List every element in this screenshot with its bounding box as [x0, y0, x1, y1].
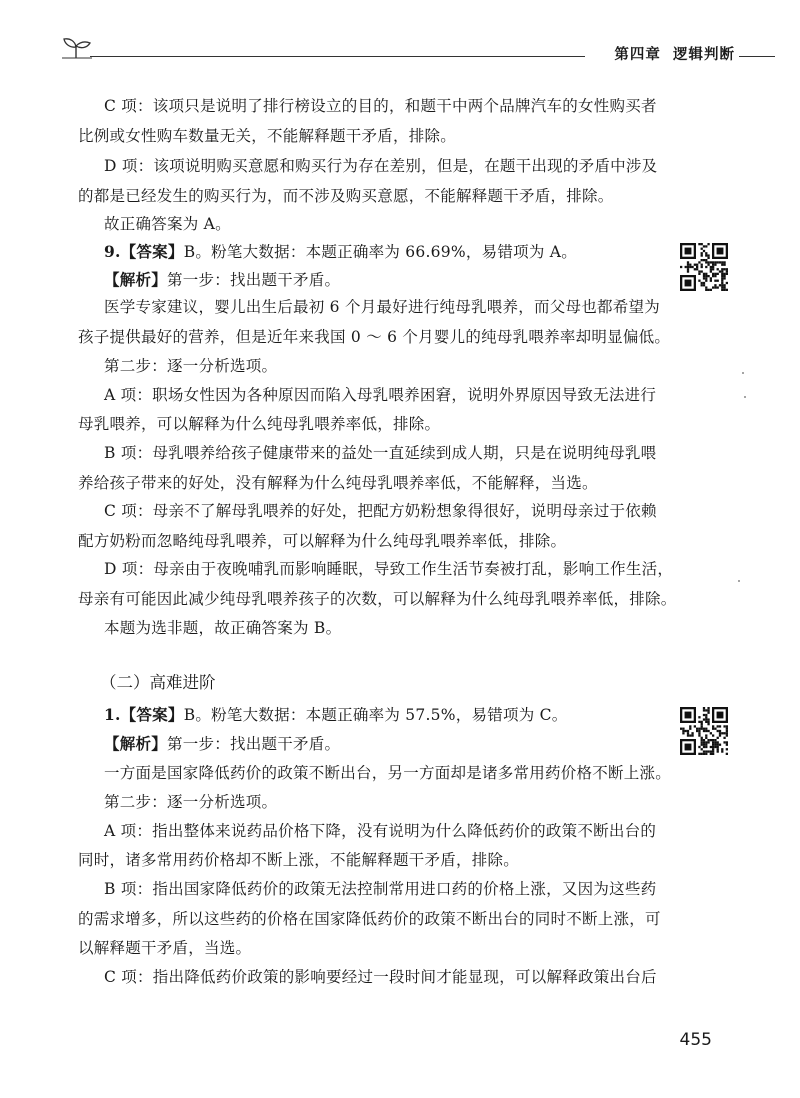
paragraph-line	[78, 185, 614, 207]
paragraph-line	[78, 849, 519, 871]
paragraph-line	[104, 269, 340, 291]
qr-code-icon	[680, 707, 728, 755]
paragraph-line	[104, 213, 231, 235]
line-text: 的需求增多，所以这些药的价格在国家降低药价的政策不断出台的同时不断上涨，可	[78, 910, 661, 928]
line-text: 医学专家建议，婴儿出生后最初 6 个月最好进行纯母乳喂养，而父母也都希望为	[104, 298, 660, 316]
line-text: C 项：指出降低药价政策的影响要经过一段时间才能显现，可以解释政策出台后	[104, 968, 657, 986]
line-text: 养给孩子带来的好处，没有解释为什么纯母乳喂养率低，不能解释，当选。	[78, 474, 598, 492]
line-text: C 项：该项只是说明了排行榜设立的目的，和题干中两个品牌汽车的女性购买者	[104, 97, 657, 115]
paragraph-line	[104, 500, 657, 522]
line-text: C 项：母亲不了解母乳喂养的好处，把配方奶粉想象得很好，说明母亲过于依赖	[104, 502, 657, 520]
line-text: 本题为选非题，故正确答案为 B。	[104, 619, 342, 637]
paragraph-line	[104, 384, 656, 406]
line-text: 以解释题干矛盾，当选。	[78, 939, 252, 957]
scan-speck	[744, 396, 746, 398]
paragraph-line	[78, 530, 566, 552]
line-text: D 项：母亲由于夜晚哺乳而影响睡眠，导致工作生活节奏被打乱，影响工作生活，	[104, 560, 674, 578]
paragraph-line	[104, 791, 277, 813]
line-text: 的都是已经发生的购买行为，而不涉及购买意愿，不能解释题干矛盾，排除。	[78, 187, 614, 205]
paragraph-line	[104, 95, 657, 117]
line-text: 孩子提供最好的营养，但是近年来我国 0 ～ 6 个月婴儿的纯母乳喂养率却明显偏低。	[78, 328, 671, 346]
paragraph-line	[104, 704, 568, 726]
line-text: 比例或女性购车数量无关，不能解释题干矛盾，排除。	[78, 127, 457, 145]
line-text: B。粉笔大数据：本题正确率为 66.69%，易错项为 A。	[183, 243, 577, 261]
line-text: B 项：母乳喂养给孩子健康带来的益处一直延续到成人期，只是在说明纯母乳喂	[104, 444, 657, 462]
sprout-icon	[60, 36, 94, 60]
paragraph-line	[78, 472, 598, 494]
answer-label: 9.【答案】	[104, 242, 184, 261]
paragraph-line	[104, 617, 341, 639]
header-rule-left	[90, 56, 585, 57]
line-text: 同时，诸多常用药价格却不断上涨，不能解释题干矛盾，排除。	[78, 851, 520, 869]
chapter-title	[614, 43, 735, 64]
scan-speck	[742, 372, 744, 374]
running-header	[60, 34, 775, 64]
paragraph-line	[104, 155, 657, 177]
line-text: A 项：指出整体来说药品价格下降，没有说明为什么降低药价的政策不断出台的	[104, 822, 657, 840]
line-text: 配方奶粉而忽略纯母乳喂养，可以解释为什么纯母乳喂养率低，排除。	[78, 532, 567, 550]
line-text: 一方面是国家降低药价的政策不断出台，另一方面却是诸多常用药价格不断上涨。	[104, 764, 672, 782]
paragraph-line	[104, 733, 340, 755]
line-text: 第二步：逐一分析选项。	[104, 357, 278, 375]
chapter-name: 逻辑判断	[673, 47, 735, 63]
paragraph-line	[104, 558, 673, 580]
line-text: 母亲有可能因此减少纯母乳喂养孩子的次数，可以解释为什么纯母乳喂养率低，排除。	[78, 590, 677, 608]
paragraph-line	[104, 762, 671, 784]
answer-label: 【解析】	[104, 734, 168, 753]
paragraph-line	[104, 442, 656, 464]
paragraph-line	[104, 820, 656, 842]
page-number: 455	[679, 1030, 712, 1050]
paragraph-line	[104, 966, 657, 988]
line-text: A 项：职场女性因为各种原因而陷入母乳喂养困窘，说明外界原因导致无法进行	[104, 386, 657, 404]
paragraph-line	[78, 125, 456, 147]
paragraph-line	[78, 413, 440, 435]
qr-code-icon	[680, 243, 728, 291]
paragraph-line	[78, 326, 670, 348]
line-text: B。粉笔大数据：本题正确率为 57.5%，易错项为 C。	[183, 706, 568, 724]
header-rule-right	[739, 56, 775, 57]
line-text: B 项：指出国家降低药价的政策无法控制常用进口药的价格上涨，又因为这些药	[104, 880, 657, 898]
line-text: 母乳喂养，可以解释为什么纯母乳喂养率低，排除。	[78, 415, 441, 433]
scan-speck	[738, 580, 740, 582]
section-heading: （二）高难进阶	[100, 673, 216, 692]
answer-label: 【解析】	[104, 270, 168, 289]
paragraph-line	[104, 241, 577, 263]
paragraph-line	[78, 908, 661, 930]
paragraph-line	[104, 355, 277, 377]
chapter-number: 第四章	[614, 47, 661, 63]
line-text: 第一步：找出题干矛盾。	[167, 271, 341, 289]
answer-label: 1.【答案】	[104, 705, 184, 724]
line-text: 故正确答案为 A。	[104, 215, 231, 233]
line-text: 第二步：逐一分析选项。	[104, 793, 278, 811]
paragraph-line	[104, 296, 660, 318]
line-text: D 项：该项说明购买意愿和购买行为存在差别，但是，在题干出现的矛盾中涉及	[104, 157, 658, 175]
line-text: 第一步：找出题干矛盾。	[167, 735, 341, 753]
paragraph-line	[78, 937, 251, 959]
paragraph-line	[104, 878, 656, 900]
paragraph-line	[78, 588, 677, 610]
